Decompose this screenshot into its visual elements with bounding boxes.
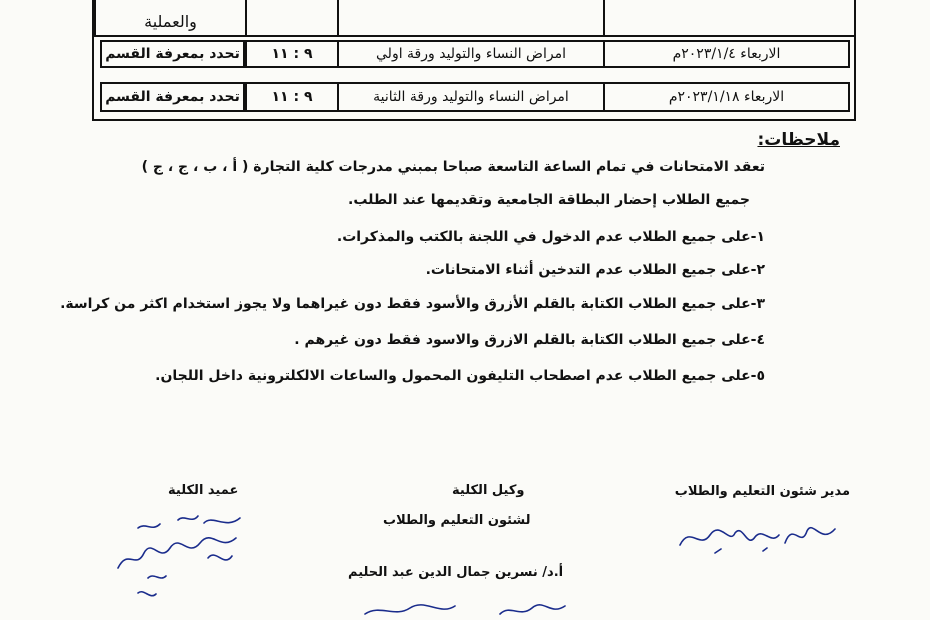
table-row-1-practical: تحدد بمعرفة القسم: [100, 40, 245, 68]
table-row-2-subject: امراض النساء والتوليد ورقة الثانية: [337, 82, 605, 112]
header-cell-practical: [94, 0, 247, 37]
vice-dean-signature: [360, 600, 590, 620]
header-cell-subject: [337, 0, 605, 37]
header-cell-day: [603, 0, 856, 37]
notes-title: ملاحظات:: [757, 130, 840, 150]
table-row-1-day: الاربعاء ٢٠٢٣/١/٤م: [603, 40, 850, 68]
vice-dean-title: وكيل الكلية: [452, 483, 525, 498]
table-row-2-day: الاربعاء ٢٠٢٣/١/١٨م: [603, 82, 850, 112]
note-line-id-card: جميع الطلاب إحضار البطاقة الجامعية وتقديمها عند الطلب.: [348, 192, 750, 208]
table-row-1-time: ٩ : ١١: [245, 40, 339, 68]
note-line-4: ٤-على جميع الطلاب الكتابة بالقلم الازرق والاسود فقط دون غيرهم .: [294, 332, 765, 348]
header-fragment-text: والعملية: [144, 12, 197, 31]
director-title: مدير شئون التعليم والطلاب: [674, 484, 850, 499]
dean-signature: [108, 508, 258, 608]
header-cell-time: [245, 0, 339, 37]
director-signature: [675, 515, 845, 560]
table-row-2-practical: تحدد بمعرفة القسم: [100, 82, 245, 112]
exam-table: [92, 0, 856, 121]
note-line-2: ٢-على جميع الطلاب عدم التدخين أثناء الامتحانات.: [425, 262, 765, 278]
note-line-1: ١-على جميع الطلاب عدم الدخول في اللجنة بالكتب والمذكرات.: [336, 229, 765, 245]
note-line-5: ٥-على جميع الطلاب عدم اصطحاب التليفون المحمول والساعات الالكلترونية داخل اللجان.: [155, 368, 765, 384]
note-line-3: ٣-على جميع الطلاب الكتابة بالقلم الأزرق والأسود فقط دون غيراهما ولا يجوز استخدام اكثر من كراسة.: [60, 296, 765, 312]
note-line-intro: تعقد الامتحانات في تمام الساعة التاسعة صباحا بمبني مدرجات كلية التجارة ( أ ، ب ، ج ، ج ): [141, 159, 765, 175]
dean-title: عميد الكلية: [168, 483, 239, 498]
table-row-2-time: ٩ : ١١: [245, 82, 339, 112]
vice-dean-subtitle: لشئون التعليم والطلاب: [383, 513, 531, 528]
vice-dean-name: أ.د/ نسرين جمال الدين عبد الحليم: [348, 565, 564, 580]
table-row-1-subject: امراض النساء والتوليد ورقة اولي: [337, 40, 605, 68]
